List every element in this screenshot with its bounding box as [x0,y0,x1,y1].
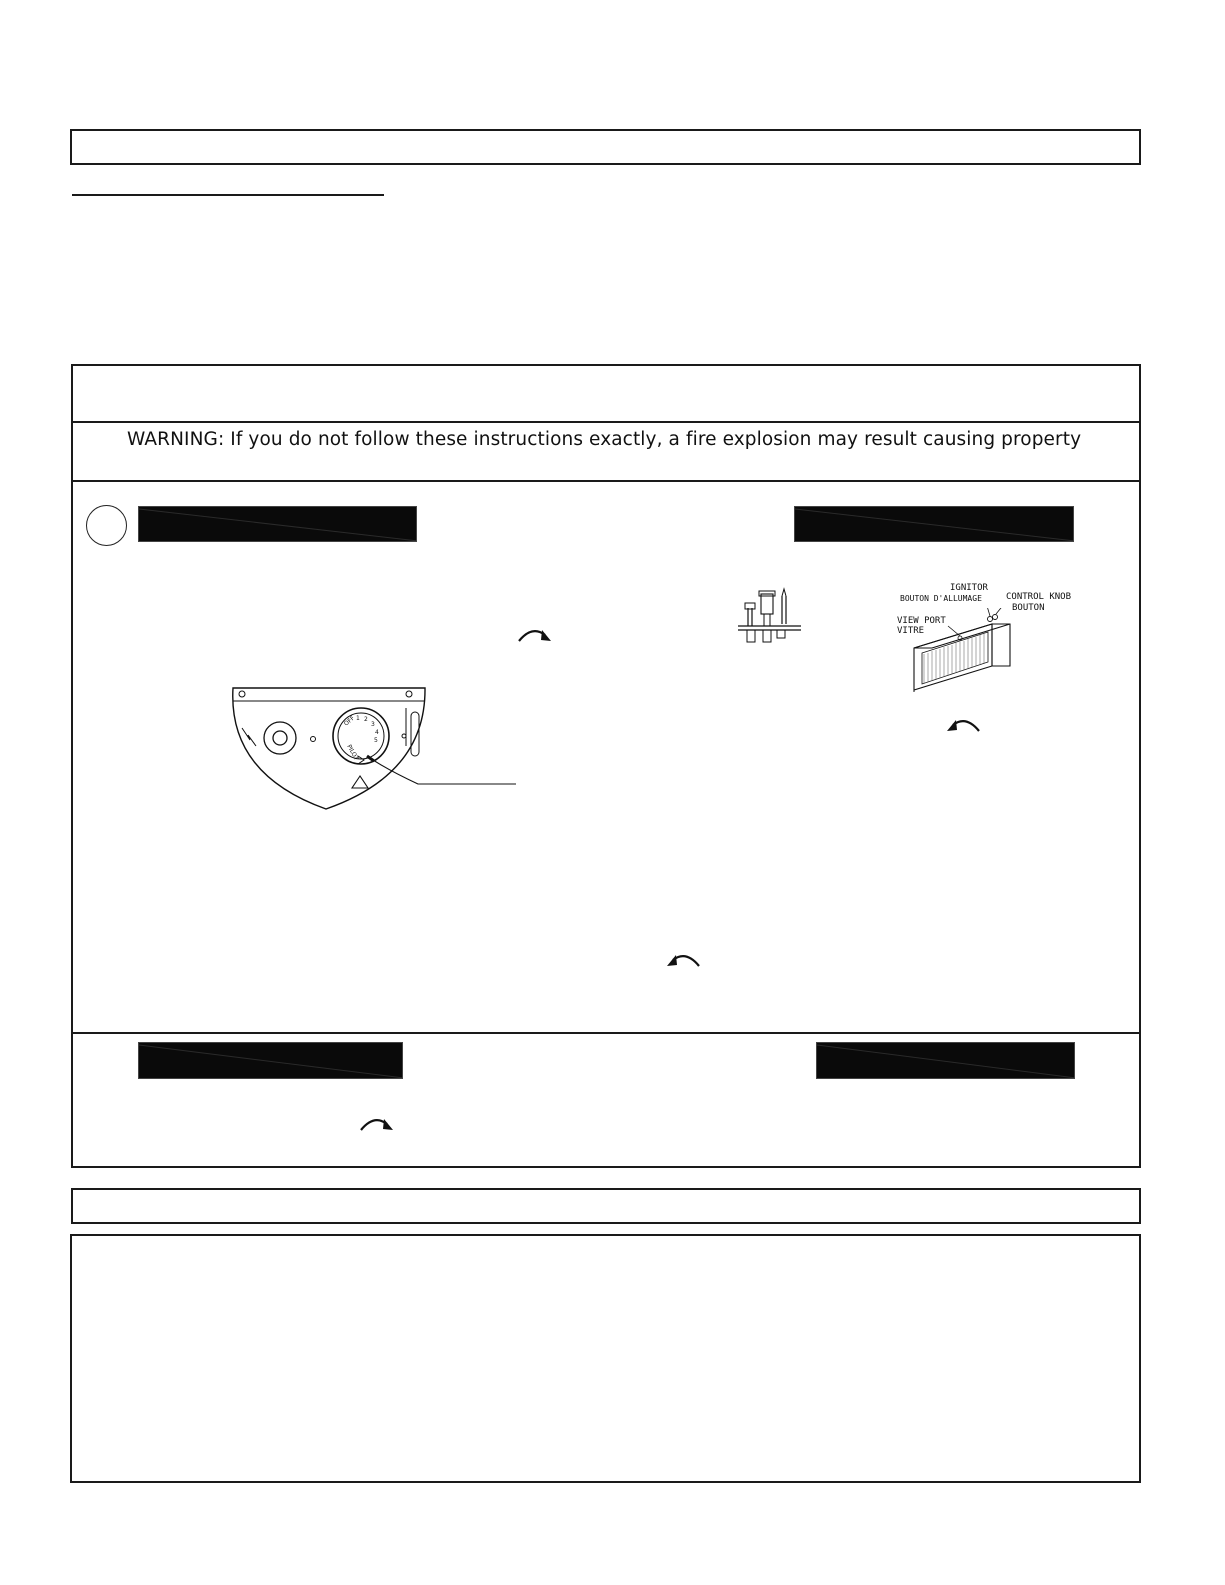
section-header-box-2 [71,1188,1141,1224]
frame-divider-1 [71,421,1141,423]
svg-text:4: 4 [375,729,379,736]
svg-text:3: 3 [371,721,375,728]
section-header-box [70,129,1141,165]
step-number-circle [86,505,127,546]
gas-valve-diagram [228,684,520,814]
heading-bar-french [794,506,1074,542]
frame-divider-2 [71,480,1141,482]
counter-clockwise-arrow-icon-3 [666,948,702,970]
label-view-port-fr: VITRE [897,626,925,636]
label-view-port: VIEW PORT [897,616,946,626]
svg-text:2: 2 [364,716,368,723]
heading-bar-english [138,506,417,542]
svg-text:1: 1 [356,715,360,722]
heading-bar-french-2 [816,1042,1075,1079]
heading-bar-english-2 [138,1042,403,1079]
svg-text:OFF: OFF [342,714,357,728]
label-control-knob: CONTROL KNOB [1006,592,1072,602]
label-ignitor: IGNITOR [950,583,988,593]
svg-text:5: 5 [374,737,378,744]
bottom-content-frame [70,1234,1141,1483]
label-ignitor-fr: BOUTON D'ALLUMAGE [900,594,982,603]
clockwise-arrow-icon [358,1112,394,1134]
label-control-knob-fr: BOUTON [1012,603,1045,613]
pilot-assembly-diagram [735,586,805,646]
warning-text: WARNING: If you do not follow these instructions exactly, a fire explosion may result causing property [127,429,1082,450]
counter-clockwise-arrow-icon-2 [946,713,982,735]
frame-divider-3 [71,1032,1141,1034]
counter-clockwise-arrow-icon [516,623,552,645]
subheading-underline [72,194,384,196]
svg-text:PILOT: PILOT [345,743,360,762]
